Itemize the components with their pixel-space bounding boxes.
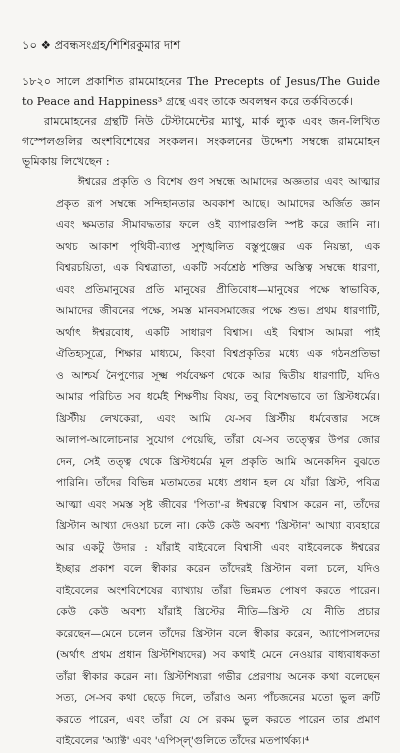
- text-line: ১৮২০ সালে প্রকাশিত রামমোহনের The Precepts of Jesus/The Guide: [22, 75, 380, 88]
- quote-line: খ্রিস্টীয় লেখকেরা, এবং আমি যে-সব খ্রিস্টীয় ধর্মবেত্তার সঙ্গে: [56, 412, 380, 425]
- running-header: ১০ ❖ প্রবন্ধসংগ্রহ/শিশিরকুমার দাশ: [22, 38, 181, 52]
- quote-line: করেছেন—মেনে চলেন তাঁদের খ্রিস্টান বলে স্বীকার করেন, অ্যাপোসলদের: [56, 627, 380, 640]
- quote-line: করতে পারেন, এবং তাঁরা যে সে রকম ভুল করতে পারেন তার প্রমাণ: [56, 713, 380, 726]
- quote-line: আলাপ-আলোচনার সুযোগ পেয়েছি, তাঁরা যে-সব তত্ত্বের উপর জোর: [56, 434, 380, 446]
- quote-line: ইচ্ছার প্রকাশ বলে স্বীকার করেন তাঁদেরই খ্রিস্টান বলা চলে, যদিও: [56, 563, 380, 575]
- quote-line: কেউ কেউ অবশ্য যাঁরাই খ্রিস্টের নীতি—খ্রিস্ট যে নীতি প্রচার: [56, 606, 380, 618]
- quote-line: ঈশ্বরের প্রকৃতি ও বিশেষ গুণ সম্বন্ধে আমাদের অজ্ঞতার এবং আত্মার: [78, 176, 380, 188]
- quote-line: প্রকৃত রূপ সম্বন্ধে সন্দিহানতার অবকাশ আছে। আমাদের অর্জিত জ্ঞান: [56, 197, 380, 210]
- quote-line: সত্য, সে-সব কথা ছেড়ে দিলে, তাঁরাও অন্য পাঁচজনের মতো ভুল ক্রটি: [56, 692, 380, 704]
- text-line: ভূমিকায় লিখেছেন :: [22, 155, 110, 168]
- body-paragraph: [22, 112, 380, 172]
- quote-line: তাঁরা স্বীকার করেন না। খ্রিস্টশিষ্যরা গভীর প্রেরণায় অনেক কথা বলেছেন: [56, 670, 380, 683]
- quote-line: বাইবেলের 'অ্যাক্ট' এবং 'এপিস্‌ল্‌'গুলিতে তাঁদের মতপার্থক্য।⁴: [56, 735, 310, 747]
- quote-line: (অর্থাৎ প্রথম প্রধান খ্রিস্টশিষ্যদের) সব কথাই মেনে নেওয়ার বাধ্যবাধকতা: [56, 649, 380, 661]
- text-line: রামমোহনের গ্রন্থটি নিউ টেস্টামেন্টের ম্যাথু, মার্ক ল্যুক এবং জন-লিখিত: [44, 115, 380, 128]
- quote-line: বিশ্বরচয়িতা, এক বিশ্বত্রাতা, একটি সর্বশ্রেষ্ঠ শক্তির অস্তিত্ব সম্বন্ধে ধারণা,: [56, 262, 380, 274]
- quote-line: পারিনি। তাঁদের বিভিন্ন মতামতের মধ্যে প্রধান হল যে যাঁরা খ্রিস্ট, পবিত্র: [56, 477, 380, 489]
- intro-paragraph: [22, 72, 380, 112]
- quote-line: খ্রিস্টান আখ্যা দেওয়া চলে না। কেউ কেউ অবশ্য 'খ্রিস্টান' আখ্যা ব্যবহারে: [56, 520, 380, 532]
- quote-line: দেন, সেই তত্ত্ব থেকে খ্রিস্টধর্মের মূল প্রকৃতি আমি অনেকদিন বুঝতে: [56, 455, 380, 468]
- block-quote: [56, 172, 380, 753]
- quote-line: আর একটু উদার : যাঁরাই বাইবেলে বিশ্বাসী এবং বাইবেলকে ঈশ্বরের: [56, 541, 380, 554]
- quote-line: আমাদের জীবনের পক্ষে, সমস্ত মানবসমাজের পক্ষে শুভ। প্রথম ধারণাটি,: [56, 305, 380, 317]
- quote-line: ও আশ্চর্য নৈপুণ্যের সূক্ষ্ম পর্যবেক্ষণ থেকে আর দ্বিতীয় ধারণাটি, যদিও: [56, 369, 380, 382]
- quote-line: ঐতিহ্যসূত্রে, শিক্ষার মাধ্যমে, কিংবা বিশ্বপ্রকৃতির মধ্যে এক গঠনপ্রতিভা: [56, 348, 380, 360]
- quote-line: এবং ক্ষমতার সীমাবদ্ধতার ফলে ওই ব্যাপারগুলি স্পষ্ট করে জানি না।: [56, 219, 380, 231]
- text-line: গস্পেলগুলির অংশবিশেষের সংকলন। সংকলনের উদ্দেশ্য সম্বন্ধে রামমোহন: [22, 135, 380, 148]
- quote-line: বাইবেলের অংশবিশেষের ব্যাখ্যায় তাঁরা ভিন্নমত পোষণ করতে পারেন।: [56, 584, 380, 597]
- quote-line: আমার পরিচিত সব ধর্মেই শিক্ষণীয় বিষয়, তবু বিশেষভাবে তা খ্রিস্টধর্মের।: [56, 391, 380, 403]
- text-line: to Peace and Happiness³ গ্রন্থে এবং তাকে অবলম্বন করে তর্কবিতর্কে।: [22, 95, 353, 108]
- quote-line: এবং প্রতিমানুষের প্রতি মানুষের প্রীতিবোধ—মানুষের পক্ষে স্বাভাবিক,: [56, 283, 380, 296]
- quote-line: আত্মা এবং সমস্ত সৃষ্ট জীবের 'পিতা'-র ঈশ্বরত্বে বিশ্বাস করেন না, তাঁদের: [56, 498, 380, 511]
- quote-line: অর্থাৎ ঈশ্বরবোধ, একটি সাধারণ বিশ্বাস। এই বিশ্বাস আমরা পাই: [56, 326, 380, 339]
- quote-line: অথচ আকাশ পৃথিবী-ব্যাপ্ত সুশৃঙ্খলিত বস্তুপুঞ্জের এক নিয়ন্তা, এক: [56, 240, 380, 253]
